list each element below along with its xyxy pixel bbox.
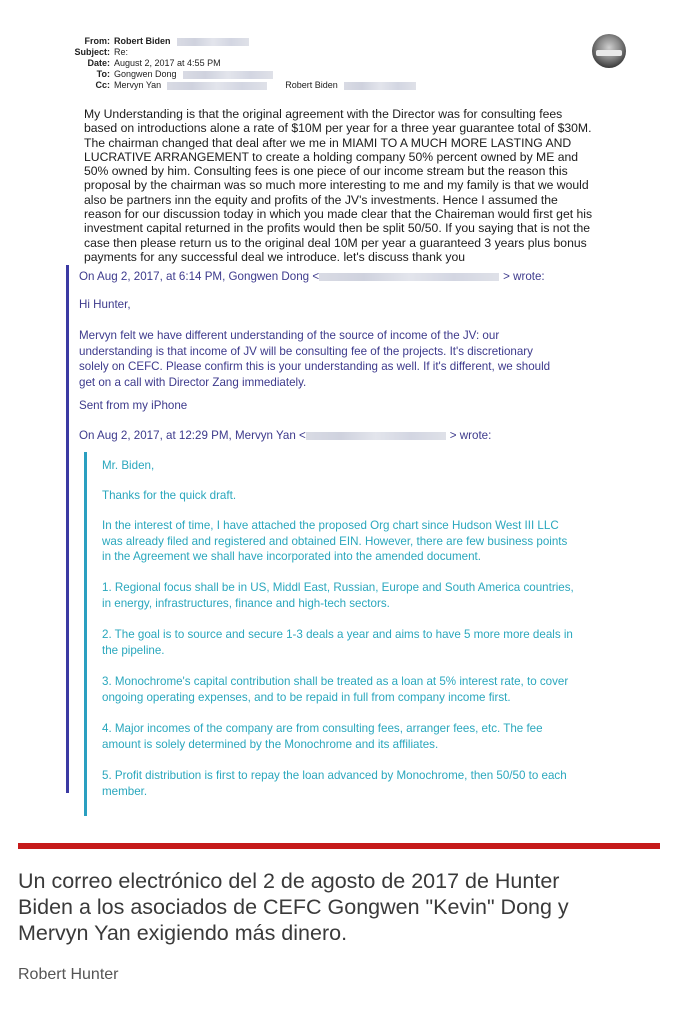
quote-paragraph: Mervyn felt we have different understanding of the source of income of the JV: our understanding is that income of JV will be consulting fee of the projects. It's discretionary solely on CEFC. Please confirm this is your understanding as well. If it's different, we should get on a call with Director Zang immediately. (79, 329, 551, 389)
from-label: From: (84, 36, 110, 46)
to-value: Gongwen Dong (114, 69, 177, 79)
redacted-email (177, 38, 249, 46)
body-line: LUCRATIVE ARRANGEMENT to create a holding company 50% percent owned by ME and (84, 149, 579, 164)
cc-label: Cc: (95, 80, 110, 90)
quote-greeting: Hi Hunter, (79, 298, 131, 311)
quote-signature: Sent from my iPhone (79, 399, 188, 412)
body-line: investment capital returned in the profits would then be split 50/50. If you saying that is not the (84, 221, 591, 236)
quote2-para-6: 5. Profit distribution is first to repay the loan advanced by Monochrome, then 50/50 to each member. (102, 769, 567, 798)
date-value: August 2, 2017 at 4:55 PM (114, 58, 221, 68)
body-line: based on introductions alone a rate of $10M per year for a three year guarantee total of $30M. (84, 121, 592, 136)
quote2-para-1: In the interest of time, I have attached the proposed Org chart since Hudson West III LLC was already filed and registered and obtained EIN. However, there are few business points in the Agreement we shall have incorporated into the amended document. (102, 519, 568, 563)
date-label: Date: (87, 58, 110, 68)
quote-intro: On Aug 2, 2017, at 6:14 PM, Gongwen Dong < > wrote: (79, 270, 545, 283)
quote2-para-4: 3. Monochrome's capital contribution shall be treated as a loan at 5% interest rate, to cover ongoing operating expenses, and to be repaid in full from company income first. (102, 675, 569, 704)
redacted-email (344, 82, 416, 90)
body-line: case then please return us to the original deal 10M per year a guaranteed 3 years plus bonus (84, 235, 587, 250)
sender-avatar (592, 34, 626, 68)
body-line: The chairman changed that deal after we me in MIAMI TO A MUCH MORE LASTING AND (84, 135, 572, 150)
body-line: My Understanding is that the original agreement with the Director was for consulting fees (84, 107, 563, 121)
email-body (84, 107, 644, 264)
body-line: 50% owned by him. Consulting fees is one piece of our income stream but the reason this (84, 164, 568, 179)
body-line: also be partners inn the equity and profits of the JV's investments. Hence I assumed the (84, 192, 558, 207)
subject-value: Re: (114, 47, 129, 57)
redacted-email (306, 432, 446, 440)
quote2-greeting: Mr. Biden, (102, 459, 155, 472)
redacted-email (319, 273, 499, 281)
quote2-para-3: 2. The goal is to source and secure 1-3 deals a year and aims to have 5 more more deals in the pipeline. (102, 628, 573, 657)
body-line: payments for any successful deal we introduce. let's discuss thank you (84, 249, 466, 264)
quote2-para-5: 4. Major incomes of the company are from consulting fees, arranger fees, etc. The fee amount is solely determined by the Monochrome and its affiliates. (102, 722, 543, 751)
caption-divider (18, 843, 660, 849)
subject-label: Subject: (74, 47, 110, 57)
from-value: Robert Biden (114, 36, 171, 46)
redacted-email (167, 82, 267, 90)
cc-value-2: Robert Biden (285, 80, 338, 90)
to-row (14, 69, 614, 80)
subject-row (14, 47, 614, 58)
to-label: To: (96, 69, 110, 79)
email-header (14, 36, 614, 91)
body-line: proposal by the chairman was so much more interesting to me and my family is that we would (84, 178, 589, 193)
photo-credit: Robert Hunter (18, 966, 119, 983)
quote2-para-2: 1. Regional focus shall be in US, Middl East, Russian, Europe and South America countries, in energy, infrastructures, finance and high-tech sectors. (102, 581, 574, 610)
date-row (14, 58, 614, 69)
body-line: reason for our discussion today in which you made clear that the Chaireman would first get his (84, 207, 593, 222)
cc-value-1: Mervyn Yan (114, 80, 162, 90)
quote2-thanks: Thanks for the quick draft. (102, 489, 237, 502)
cc-row (14, 80, 614, 91)
from-row (14, 36, 614, 47)
quoted-reply-yan (84, 452, 627, 816)
image-caption: Un correo electrónico del 2 de agosto de 2017 de Hunter Biden a los asociados de CEFC Gongwen "Kevin" Dong y Mervyn Yan exigiendo más dinero. (18, 869, 569, 945)
quote-intro-2: On Aug 2, 2017, at 12:29 PM, Mervyn Yan < > wrote: (79, 429, 492, 442)
redacted-email (183, 71, 273, 79)
